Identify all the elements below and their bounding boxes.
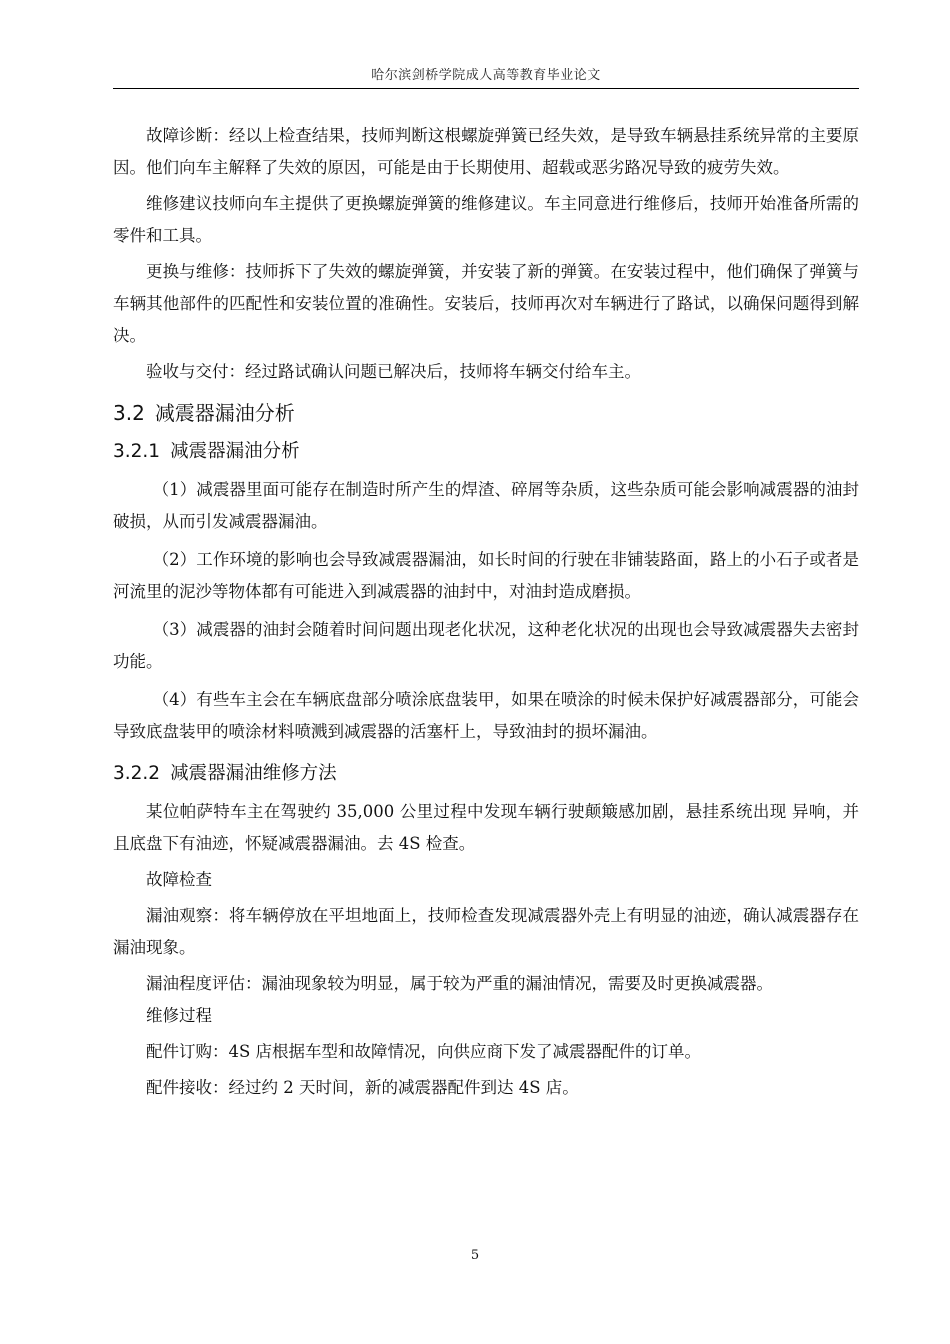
paragraph-acceptance: 验收与交付：经过路试确认问题已解决后，技师将车辆交付给车主。 [146,362,641,381]
paragraph-fault-check-label: 故障检查 [146,870,212,889]
paragraph-leak-assessment: 漏油程度评估：漏油现象较为明显，属于较为严重的漏油情况，需要及时更换减震器。 [146,974,773,993]
paragraph-replacement: 更换与维修：技师拆下了失效的螺旋弹簧，并安装了新的弹簧。在安装过程中，他们确保了弹簧与车辆其他部件的匹配性和安装位置的准确性。安装后，技师再次对车辆进行了路试，以确保问题得到解决。 [113,262,859,345]
list-item-3: （3）减震器的油封会随着时间问题出现老化状况，这种老化状况的出现也会导致减震器失去密封功能。 [113,620,859,671]
paragraph-repair-process-label: 维修过程 [146,1006,212,1025]
body-content [113,120,859,1104]
section-title: 减震器漏油分析 [170,441,300,462]
paragraph-parts-order: 配件订购：4S 店根据车型和故障情况，向供应商下发了减震器配件的订单。 [146,1042,702,1061]
section-heading-3-2-2 [113,758,859,790]
list-item-2: （2）工作环境的影响也会导致减震器漏油，如长时间的行驶在非铺装路面，路上的小石子或者是河流里的泥沙等物体都有可能进入到减震器的油封中，对油封造成磨损。 [113,550,859,601]
list-item-4: （4）有些车主会在车辆底盘部分喷涂底盘装甲，如果在喷涂的时候未保护好减震器部分，可能会导致底盘装甲的喷涂材料喷溅到减震器的活塞杆上，导致油封的损坏漏油。 [113,690,859,741]
paragraph-parts-receipt: 配件接收：经过约 2 天时间，新的减震器配件到达 4S 店。 [146,1078,579,1097]
section-number: 3.2 [113,401,145,425]
paragraph-leak-observation: 漏油观察：将车辆停放在平坦地面上，技师检查发现减震器外壳上有明显的油迹，确认减震器存在漏油现象。 [113,906,859,957]
section-heading-3-2-1 [113,436,859,468]
page-header: 哈尔滨剑桥学院成人高等教育毕业论文 [371,68,601,83]
section-title: 减震器漏油维修方法 [170,763,337,784]
page-number: 5 [470,1248,480,1263]
header-divider [113,88,859,89]
paragraph-fault-diagnosis: 故障诊断：经以上检查结果，技师判断这根螺旋弹簧已经失效，是导致车辆悬挂系统异常的主要原因。他们向车主解释了失效的原因，可能是由于长期使用、超载或恶劣路况导致的疲劳失效。 [113,126,859,177]
section-number: 3.2.1 [113,441,161,462]
list-item-1: （1）减震器里面可能存在制造时所产生的焊渣、碎屑等杂质，这些杂质可能会影响减震器的油封破损，从而引发减震器漏油。 [113,480,859,531]
paragraph-repair-advice: 维修建议技师向车主提供了更换螺旋弹簧的维修建议。车主同意进行维修后，技师开始准备所需的零件和工具。 [113,194,859,245]
paragraph-case-intro: 某位帕萨特车主在驾驶约 35,000 公里过程中发现车辆行驶颠簸感加剧，悬挂系统出现 异响，并且底盘下有油迹，怀疑减震器漏油。去 4S 检查。 [113,802,859,853]
section-title: 减震器漏油分析 [154,401,295,425]
section-heading-3-2 [113,396,859,430]
section-number: 3.2.2 [113,763,161,784]
